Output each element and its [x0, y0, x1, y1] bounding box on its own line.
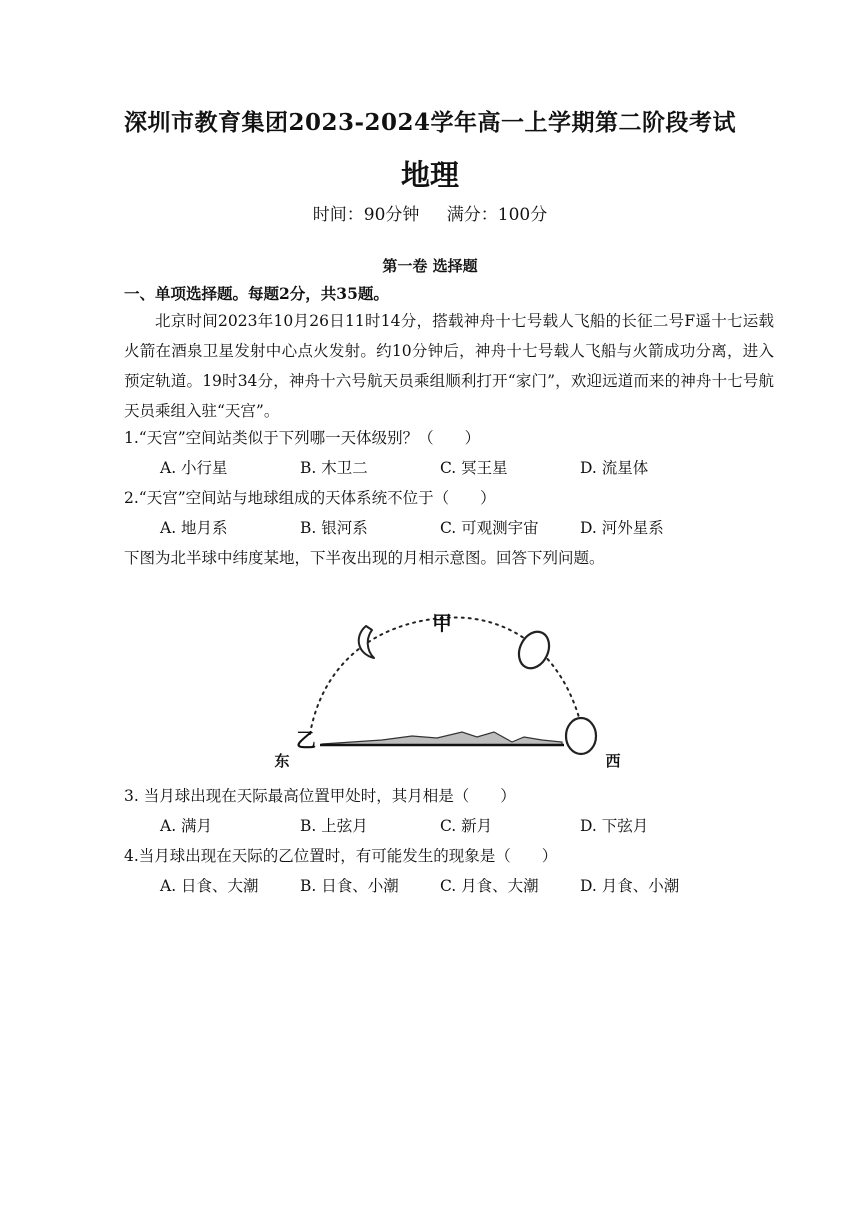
question-1-stem: 1.“天宫”空间站类似于下列哪一天体级别？（ ）: [124, 429, 481, 447]
question-3-options: [160, 814, 720, 836]
passage: 北京时间2023年10月26日11时14分，搭载神舟十七号载人飞船的长征二号F遥十七运载火箭在酒泉卫星发射中心点火发射。约10分钟后，神舟十七号载人飞船与火箭成功分离，进入预定轨道。19时34分，神舟十六号航天员乘组顺利打开“家门”，欢迎远道而来的神舟十七号航天员乘组入驻“天宫”。: [124, 312, 774, 420]
moon-phase-diagram: [262, 596, 642, 776]
question-2-stem: 2.“天宫”空间站与地球组成的天体系统不位于（ ）: [124, 489, 496, 507]
label-east: 东: [274, 752, 290, 770]
option-a: A. 小行星: [160, 459, 228, 477]
label-yi: 乙: [296, 728, 316, 752]
exam-score: 满分：100分: [446, 205, 548, 225]
option-a: A. 地月系: [160, 519, 228, 537]
option-d: D. 下弦月: [580, 817, 649, 835]
option-d: D. 流星体: [580, 459, 649, 477]
option-a: A. 满月: [160, 817, 213, 835]
question-4-stem: 4.当月球出现在天际的乙位置时，有可能发生的现象是（ ）: [124, 847, 558, 865]
option-c: C. 冥王星: [440, 459, 508, 477]
option-a: A. 日食、大潮: [160, 877, 259, 895]
option-b: B. 日食、小潮: [300, 877, 399, 895]
moon-west-icon: [566, 718, 596, 754]
question-2-options: [160, 516, 720, 538]
section-title: 第一卷 选择题: [382, 257, 478, 275]
option-c: C. 月食、大潮: [440, 877, 539, 895]
option-d: D. 月食、小潮: [580, 877, 680, 895]
mountain-silhouette: [322, 732, 562, 745]
option-d: D. 河外星系: [580, 519, 664, 537]
option-c: C. 新月: [440, 817, 493, 835]
exam-subject: 地理: [400, 158, 459, 192]
question-3-stem: 3. 当月球出现在天际最高位置甲处时，其月相是（ ）: [124, 787, 516, 805]
figure-intro: 下图为北半球中纬度某地，下半夜出现的月相示意图。回答下列问题。: [124, 549, 605, 567]
exam-meta: [0, 200, 860, 225]
question-4-options: [160, 874, 720, 896]
question-1-options: [160, 456, 720, 478]
part-heading: 一、单项选择题。每题2分，共35题。: [124, 284, 389, 303]
option-c: C. 可观测宇宙: [440, 519, 539, 537]
option-b: B. 木卫二: [300, 459, 368, 477]
moon-upper-icon: [513, 627, 554, 673]
option-b: B. 银河系: [300, 519, 368, 537]
crescent-moon-icon: [359, 626, 374, 658]
label-jia: 甲: [432, 611, 452, 635]
exam-time: 时间：90分钟: [312, 205, 420, 225]
exam-title: 深圳市教育集团2023-2024学年高一上学期第二阶段考试: [123, 109, 737, 136]
option-b: B. 上弦月: [300, 817, 368, 835]
label-west: 西: [605, 752, 621, 770]
